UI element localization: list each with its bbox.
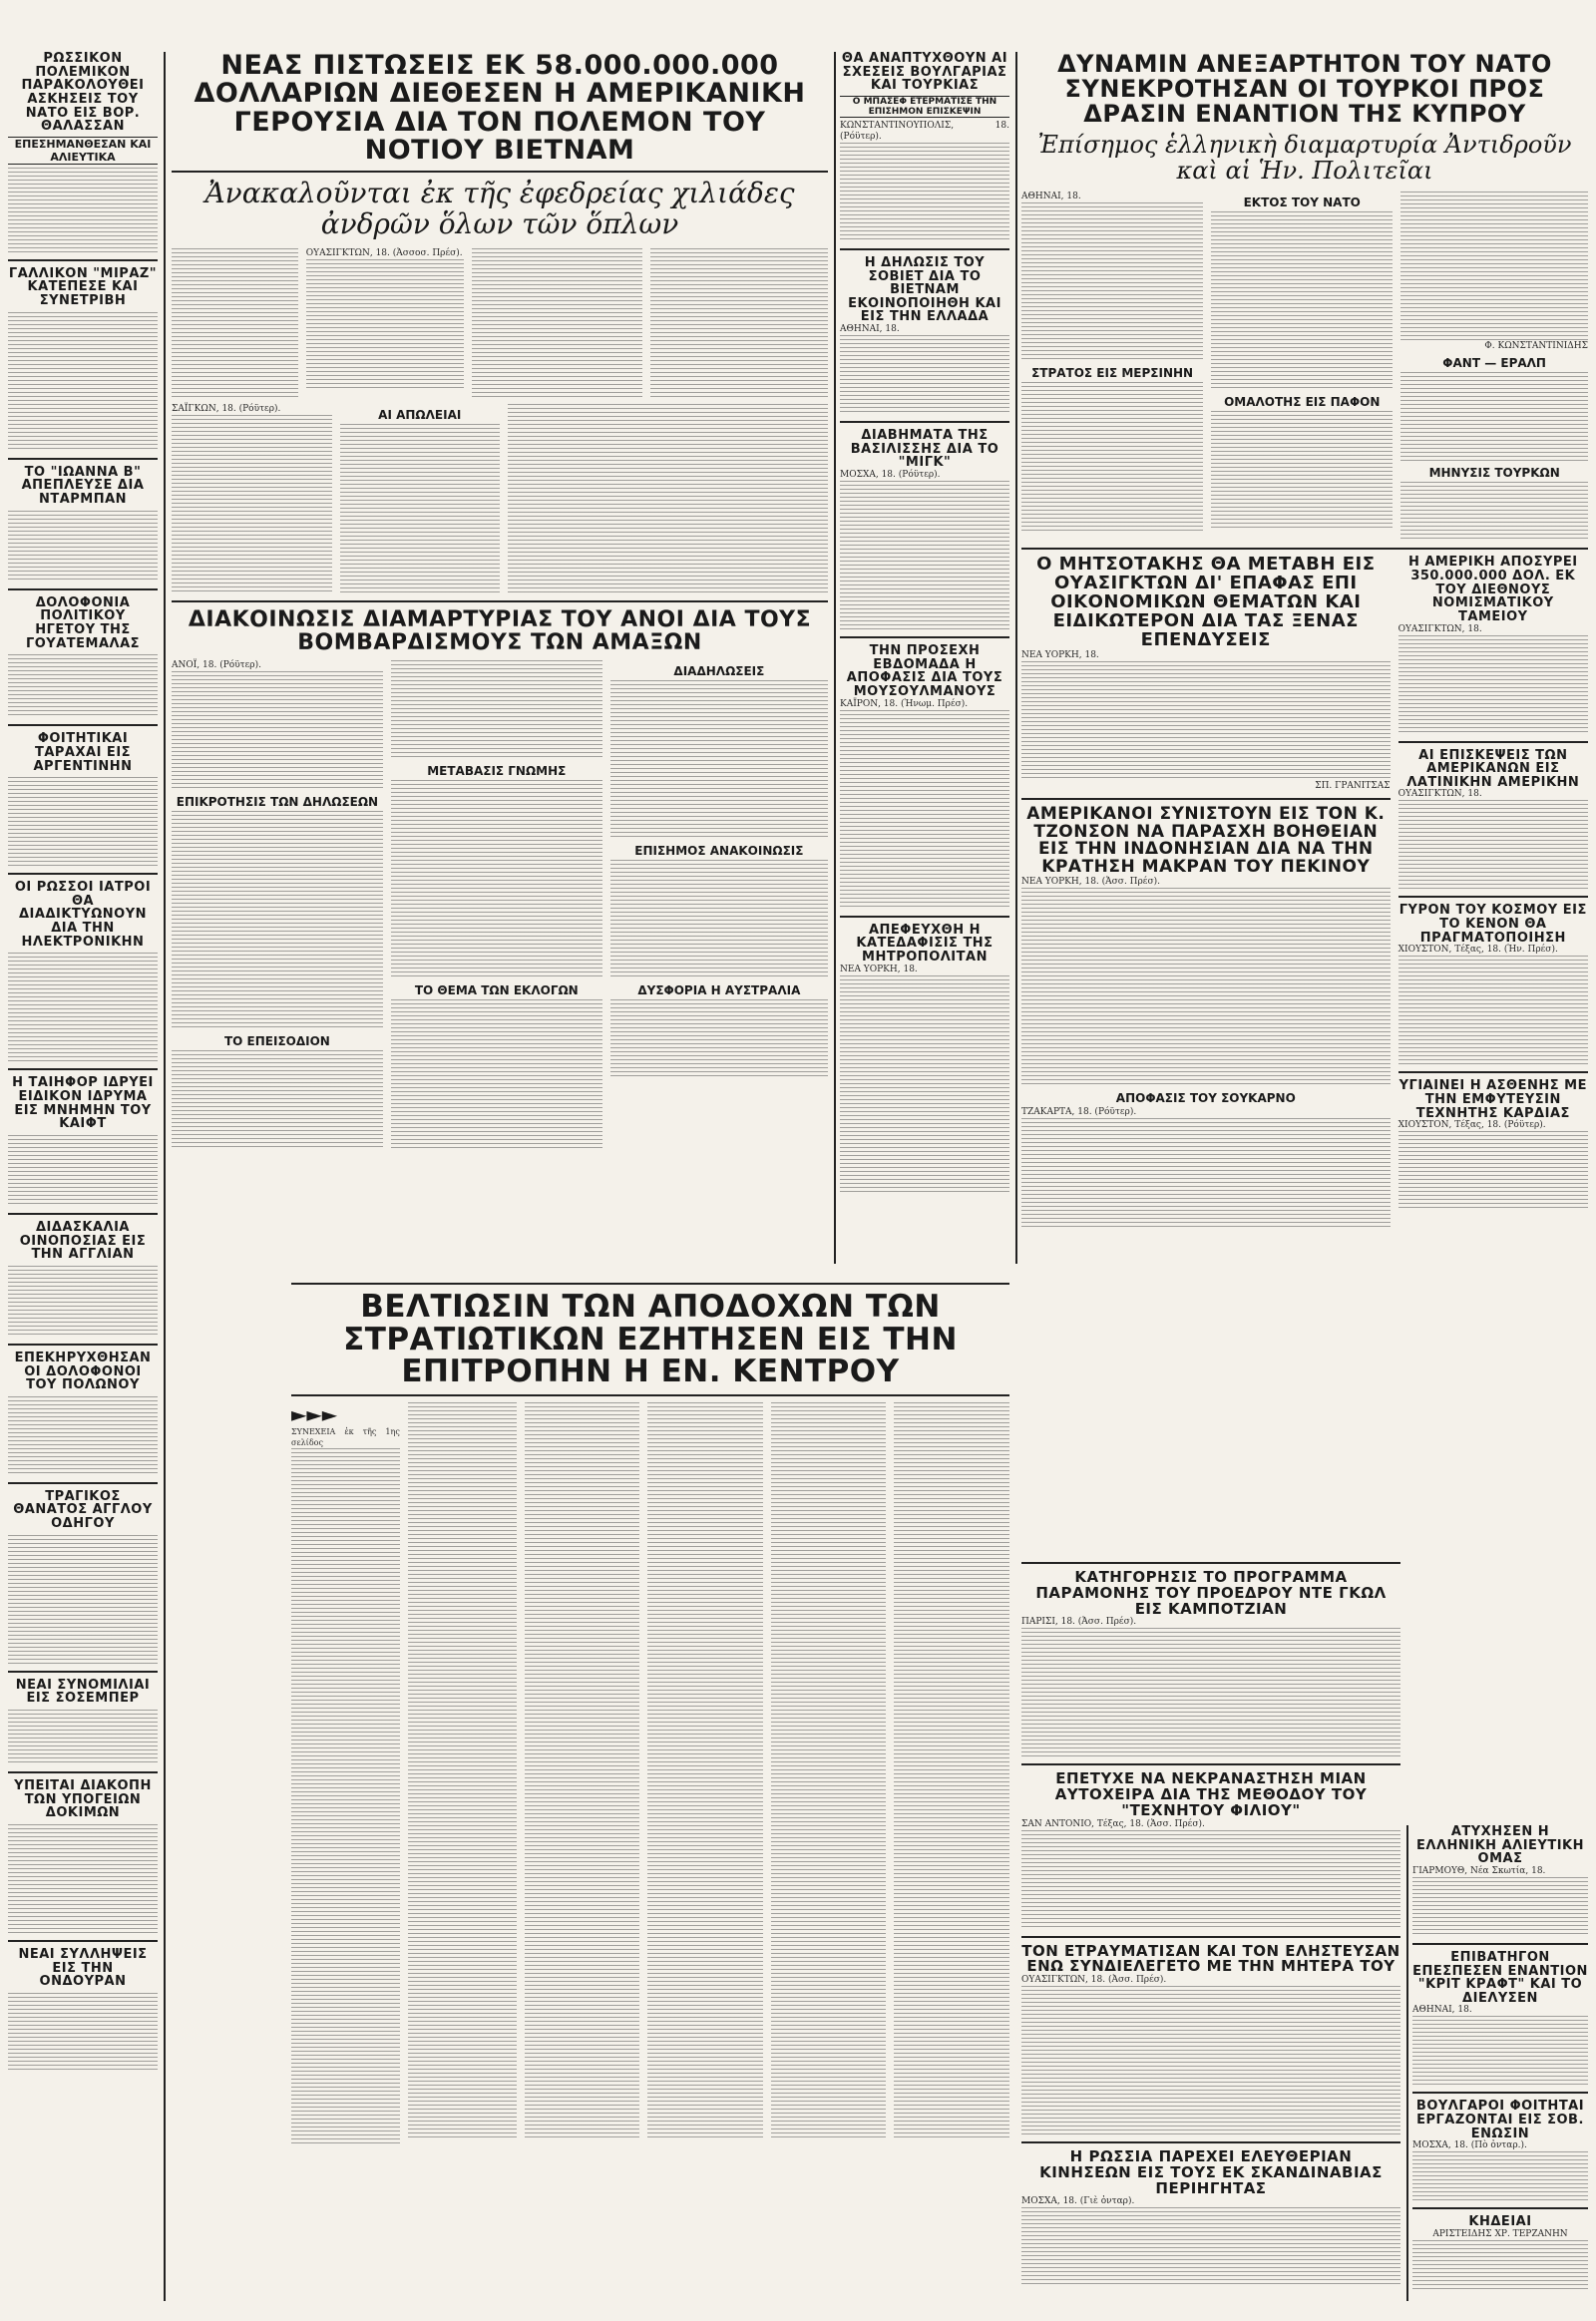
column-rule <box>834 52 836 1264</box>
divider <box>8 1771 158 1773</box>
article-body <box>610 860 828 979</box>
section-losses: ΑΙ ΑΠΩΛΕΙΑΙ <box>378 407 462 422</box>
week-headline: ΤΗΝ ΠΡΟΣΕΧΗ ΕΒΔΟΜΑΔΑ Η ΑΠΟΦΑΣΙΣ ΔΙΑ ΤΟΥΣ ΜΟΥΣΟΥΛΜΑΝΟΥΣ <box>846 643 1003 699</box>
article-body <box>840 975 1009 1195</box>
article-body <box>8 1824 158 1934</box>
nato-headline: ΔΥΝΑΜΙΝ ΑΝΕΞΑΡΤΗΤΟΝ ΤΟΥ ΝΑΤΟ ΣΥΝΕΚΡΟΤΗΣΑΝ ΟΙ ΤΟΥΡΚΟΙ ΠΡΟΣ ΔΡΑΣΙΝ ΕΝΑΝΤΙΟΝ ΤΗΣ ΚΥΠΡΟΥ <box>1057 50 1552 129</box>
artificial-dateline: ΣΑΝ ΑΝΤΟΝΙΟ, Τέξας, 18. (Ἀσσ. Πρέσ). <box>1021 1818 1205 1829</box>
headline-taylor: Η ΤΑΙΗΦΟΡ ΙΔΡΥΕΙ ΕΙΔΙΚΟΝ ΙΔΡΥΜΑ ΕΙΣ ΜΝΗΜΗΝ ΤΟΥ ΚΑΙΦΤ <box>12 1075 154 1132</box>
headline-mirage: ΓΑΛΛΙΚΟΝ "ΜΙΡΑΖ" ΚΑΤΕΠΕΣΕ ΚΑΙ ΣΥΝΕΤΡΙΒΗ <box>8 265 158 309</box>
article-body <box>508 404 828 593</box>
divider <box>8 1671 158 1673</box>
divider <box>8 458 158 460</box>
nato-story <box>1021 52 1588 1228</box>
kicker-russian-warship: ΕΠΕΣΗΜΑΝΘΕΣΑΝ ΚΑΙ ΑΛΙΕΥΤΙΚΑ <box>8 137 158 165</box>
divider <box>1412 2207 1588 2209</box>
article-body <box>1021 202 1203 362</box>
article-body <box>1021 661 1391 781</box>
article-body <box>771 1402 887 2140</box>
metropolitan-dateline: ΝΕΑ ΥΟΡΚΗ, 18. <box>840 964 918 974</box>
indonesia-dateline-2: ΤΖΑΚΑΡΤΑ, 18. (Ρόϋτερ). <box>1021 1107 1137 1118</box>
article-body <box>8 511 158 582</box>
article-body <box>894 1402 1009 2140</box>
divider <box>1021 548 1588 550</box>
column-rule <box>1015 52 1017 1264</box>
lead-dateline-2: ΣΑΪΓΚΩΝ, 18. (Ρόϋτερ). <box>172 403 281 414</box>
article-body <box>1412 2016 1588 2086</box>
article-body <box>472 248 642 398</box>
divider <box>840 248 1009 250</box>
article-body <box>525 1402 640 2140</box>
article-body <box>408 1402 517 2140</box>
indonesia-dateline: ΝΕΑ ΥΟΡΚΗ, 18. (Ἀσσ. Πρέσ). <box>1021 877 1160 888</box>
bulgaria-dateline: ΚΩΝΣΤΑΝΤΙΝΟΥΠΟΛΙΣ, 18. (Ρόϋτερ). <box>840 120 1009 142</box>
article-body <box>8 1396 158 1476</box>
heart-dateline: ΧΙΟΥΣΤΟΝ, Τέξας, 18. (Ρόϋτερ). <box>1397 1120 1546 1131</box>
divider <box>1021 1936 1400 1938</box>
article-body <box>1400 372 1588 462</box>
divider <box>1398 896 1588 898</box>
divider <box>840 636 1009 638</box>
divider <box>8 873 158 875</box>
article-body <box>1021 1628 1400 1757</box>
arrows-icon: ►►► <box>291 1401 338 1426</box>
article-body <box>8 1135 158 1207</box>
wounded-dateline: ΟΥΑΣΙΓΚΤΩΝ, 18. (Ἀσσ. Πρέσ). <box>1021 1975 1167 1985</box>
soviet-dateline: ΑΘΗΝΑΙ, 18. <box>840 324 900 335</box>
degaulle-dateline: ΠΑΡΙΣΙ, 18. (Ἀσσ. Πρέσ). <box>1021 1617 1137 1628</box>
funerals-name: ΑΡΙΣΤΕΙΔΗΣ ΧΡ. ΤΕΡΖΑΝΗΝ <box>1432 2229 1568 2240</box>
krupp-headline: ΕΠΙΒΑΤΗΓΟΝ ΕΠΕΣΠΕΣΕΝ ΕΝΑΝΤΙΟΝ "ΚΡΙΤ ΚΡΑΦΤ" ΚΑΙ ΤΟ ΔΙΕΛΥΣΕΝ <box>1412 1949 1588 2006</box>
divider <box>1021 798 1391 800</box>
nato-section-5: ΜΗΝΥΣΙΣ ΤΟΥΡΚΩΝ <box>1428 466 1560 481</box>
article-body <box>8 953 158 1062</box>
article-body <box>647 1402 763 2140</box>
headline-russian-warship: ΡΩΣΣΙΚΟΝ ΠΟΛΕΜΙΚΟΝ ΠΑΡΑΚΟΛΟΥΘΕΙ ΑΣΚΗΣΕΙΣ ΤΟΥ ΝΑΤΟ ΕΙΣ ΒΟΡ. ΘΑΛΑΣΣΑΝ <box>21 51 145 135</box>
nato-section-4: ΦΑΝΤ — ΕΡΑΛΠ <box>1442 356 1546 371</box>
artificial-headline: ΕΠΕΤΥΧΕ ΝΑ ΝΕΚΡΑΝΑΣΤΗΣΗ ΜΙΑΝ ΑΥΤΟΧΕΙΡΑ ΔΙΑ ΤΗΣ ΜΕΘΟΔΟΥ ΤΟΥ "ΤΕΧΝΗΤΟΥ ΦΙΛΙΟΥ" <box>1054 1769 1368 1819</box>
hanoi-dateline: ΑΝΟΪ, 18. (Ρόϋτερ). <box>172 660 261 671</box>
article-body <box>1412 2240 1588 2290</box>
article-body <box>1412 1877 1588 1937</box>
bulgaria-kicker: Ο ΜΠΑΣΕΦ ΕΤΕΡΜΑΤΙΣΕ ΤΗΝ ΕΠΙΣΗΜΟΝ ΕΠΙΣΚΕΨΙΝ <box>840 96 1009 118</box>
article-body <box>840 143 1009 242</box>
article-body <box>650 248 828 398</box>
briefs-column <box>8 52 158 2073</box>
article-body <box>291 1448 400 2146</box>
hanoi-section-1: ΕΠΙΚΡΟΤΗΣΙΣ ΤΩΝ ΔΗΛΩΣΕΩΝ <box>176 795 379 810</box>
article-body <box>610 680 828 840</box>
article-body <box>172 248 298 398</box>
indonesia-section: ΑΠΟΦΑΣΙΣ ΤΟΥ ΣΟΥΚΑΡΝΟ <box>1115 1091 1296 1106</box>
article-body <box>1021 1986 1400 2135</box>
hanoi-section-6: ΔΥΣΦΟΡΙΑ Η ΑΥΣΤΡΑΛΙΑ <box>637 983 801 998</box>
article-body <box>1021 1830 1400 1930</box>
metropolitan-headline: ΑΠΕΦΕΥΧΘΗ Η ΚΑΤΕΔΑΦΙΣΙΣ ΤΗΣ ΜΗΤΡΟΠΟΛΙΤΑΝ <box>856 922 994 965</box>
heart-headline: ΥΓΙΑΙΝΕΙ Η ΑΣΘΕΝΗΣ ΜΕ ΤΗΝ ΕΜΦΥΤΕΥΣΙΝ ΤΕΧΝΗΤΗΣ ΚΑΡΔΙΑΣ <box>1398 1078 1587 1121</box>
divider <box>8 1344 158 1346</box>
fishing-dateline: ΓΙΑΡΜΟΥΘ, Νέα Σκωτία, 18. <box>1412 1865 1546 1876</box>
article-body <box>1412 2151 1588 2201</box>
article-body <box>1211 411 1393 531</box>
article-body <box>172 1050 383 1150</box>
article-body <box>1398 800 1588 890</box>
hanoi-section-4: ΤΟ ΘΕΜΑ ΤΩΝ ΕΚΛΟΓΩΝ <box>414 983 579 998</box>
fishing-headline: ΑΤΥΧΗΣΕΝ Η ΕΛΛΗΝΙΚΗ ΑΛΙΕΥΤΙΚΗ ΟΜΑΣ <box>1416 1824 1584 1867</box>
wounded-headline: ΤΟΝ ΕΤΡΑΥΜΑΤΙΣΑΝ ΚΑΙ ΤΟΝ ΕΛΗΣΤΕΥΣΑΝ ΕΝΩ ΣΥΝΔΙΕΛΕΓΕΤΟ ΜΕ ΤΗΝ ΜΗΤΕΡΑ ΤΟΥ <box>1021 1941 1400 1976</box>
krupp-dateline: ΑΘΗΝΑΙ, 18. <box>1412 2005 1472 2016</box>
column-rule <box>1406 1825 1408 2301</box>
indonesia-headline: ΑΜΕΡΙΚΑΝΟΙ ΣΥΝΙΣΤΟΥΝ ΕΙΣ ΤΟΝ Κ. ΤΖΟΝΣΟΝ ΝΑ ΠΑΡΑΣΧΗ ΒΟΗΘΕΙΑΝ ΕΙΣ ΤΗΝ ΙΝΔΟΝΗΣΙΑΝ ΔΙΑ ΝΑ ΤΗΝ ΚΡΑΤΗΣΗ ΜΑΚΡΑΝ ΤΟΥ ΠΕΚΙΝΟΥ <box>1026 803 1386 878</box>
middle-column <box>840 52 1009 1195</box>
headline-driver: ΤΡΑΓΙΚΟΣ ΘΑΝΑΤΟΣ ΑΓΓΛΟΥ ΟΔΗΓΟΥ <box>13 1488 153 1532</box>
headline-ioanna: ΤΟ "ΙΩΑΝΝΑ Β" ΑΠΕΠΛΕΥΣΕ ΔΙΑ ΝΤΑΡΜΠΑΝ <box>21 464 145 508</box>
divider <box>172 171 828 173</box>
students-dateline: ΜΟΣΧΑ, 18. (Πὸ ὀνταρ.). <box>1412 2140 1527 2151</box>
nato-subhead: Ἐπίσημος ἑλληνικὴ διαμαρτυρία Ἀντιδροῦν καὶ αἱ Ἡν. Πολιτεῖαι <box>1037 130 1572 185</box>
divider <box>1412 1943 1588 1945</box>
nato-byline: Φ. ΚΩΝΣΤΑΝΤΙΝΙΔΗΣ <box>1484 341 1588 352</box>
nato-section-3: ΟΜΑΛΟΤΗΣ ΕΙΣ ΠΑΦΟΝ <box>1224 395 1381 410</box>
right-briefs <box>1412 1825 1588 2290</box>
article-body <box>172 671 383 791</box>
mitsotakis-byline: ΣΠ. ΓΡΑΝΙΤΣΑΣ <box>1315 780 1391 791</box>
headline-sosemper: ΝΕΑΙ ΣΥΝΟΜΙΛΙΑΙ ΕΙΣ ΣΟΣΕΜΠΕΡ <box>15 1677 151 1707</box>
article-body <box>610 999 828 1079</box>
article-body <box>1021 382 1203 532</box>
article-body <box>840 335 1009 415</box>
divider <box>1021 1763 1400 1765</box>
lead-story <box>172 52 828 1150</box>
article-body <box>172 811 383 1030</box>
latin-dateline: ΟΥΑΣΙΓΚΤΩΝ, 18. <box>1397 789 1482 800</box>
travel-dateline: ΧΙΟΥΣΤΟΝ, Τέξας, 18. (Ἡν. Πρέσ). <box>1397 945 1558 956</box>
mitsotakis-dateline: ΝΕΑ ΥΟΡΚΗ, 18. <box>1021 649 1099 660</box>
nato-section-1: ΕΚΤΟΣ ΤΟΥ ΝΑΤΟ <box>1243 195 1361 210</box>
divider <box>840 421 1009 423</box>
lead-dateline: ΟΥΑΣΙΓΚΤΩΝ, 18. (Ἀσσοσ. Πρέσ). <box>305 247 463 258</box>
travel-headline: ΓΥΡΟΝ ΤΟΥ ΚΟΣΜΟΥ ΕΙΣ ΤΟ ΚΕΝΟΝ ΘΑ ΠΡΑΓΜΑΤΟΠΟΙΗΣΗ <box>1398 903 1587 946</box>
headline-argentina: ΦΟΙΤΗΤΙΚΑΙ ΤΑΡΑΧΑΙ ΕΙΣ ΑΡΓΕΝΤΙΝΗΝ <box>33 731 133 774</box>
hanoi-section-5: ΤΟ ΕΠΕΙΣΟΔΙΟΝ <box>223 1034 330 1049</box>
divider <box>8 724 158 726</box>
divider <box>1398 741 1588 743</box>
latin-headline: ΑΙ ΕΠΙΣΚΕΨΕΙΣ ΤΩΝ ΑΜΕΡΙΚΑΝΩΝ ΕΙΣ ΛΑΤΙΝΙΚΗΝ ΑΜΕΡΙΚΗΝ <box>1406 747 1580 790</box>
article-body <box>8 312 158 452</box>
divider <box>291 1394 1009 1396</box>
article-body <box>1398 1131 1588 1211</box>
article-body <box>306 259 465 389</box>
article-body <box>1211 211 1393 391</box>
article-body <box>840 481 1009 630</box>
article-body <box>8 654 158 718</box>
article-body <box>1400 482 1588 542</box>
article-body <box>1021 888 1391 1087</box>
divider <box>1021 2141 1400 2143</box>
headline-wine: ΔΙΔΑΣΚΑΛΙΑ ΟΙΝΟΠΟΣΙΑΣ ΕΙΣ ΤΗΝ ΑΓΓΛΙΑΝ <box>19 1219 147 1263</box>
column-rule <box>164 52 166 2301</box>
article-body <box>340 424 501 593</box>
divider <box>8 1940 158 1942</box>
divider <box>1412 2092 1588 2094</box>
article-body <box>1400 192 1588 341</box>
funerals-headline: ΚΗΔΕΙΑΙ <box>1468 2214 1532 2230</box>
divider <box>8 1482 158 1484</box>
mitsotakis-headline: Ο ΜΗΤΣΟΤΑΚΗΣ ΘΑ ΜΕΤΑΒΗ ΕΙΣ ΟΥΑΣΙΓΚΤΩΝ ΔΙ' ΕΠΑΦΑΣ ΕΠΙ ΟΙΚΟΝΟΜΙΚΩΝ ΘΕΜΑΤΩΝ ΚΑΙ ΕΙΔΙΚΩΤΕΡΟΝ ΔΙΑ ΤΑΣ ΞΕΝΑΣ ΕΠΕΝΔΥΣΕΙΣ <box>1036 554 1376 650</box>
military-continued: ΣΥΝΕΧΕΙΑ ἐκ τῆς 1ης σελίδος <box>291 1426 400 1447</box>
bulgaria-headline: ΘΑ ΑΝΑΠΤΥΧΘΟΥΝ ΑΙ ΣΧΕΣΕΙΣ ΒΟΥΛΓΑΡΙΑΣ ΚΑΙ ΤΟΥΡΚΙΑΣ <box>841 51 1008 94</box>
week-dateline: ΚΑΪΡΟΝ, 18. (Ἡνωμ. Πρέσ). <box>840 698 969 709</box>
lead-subhead: Ἀνακαλοῦνται ἐκ τῆς ἐφεδρείας χιλιάδες ἀνδρῶν ὅλων τῶν ὅπλων <box>204 177 795 241</box>
article-body <box>8 1993 158 2073</box>
headline-russian-doctors: ΟΙ ΡΩΣΣΟΙ ΙΑΤΡΟΙ ΘΑ ΔΙΑΔΙΚΤΥΩΝΟΥΝ ΔΙΑ ΤΗΝ ΗΛΕΚΤΡΟΝΙΚΗΝ <box>14 880 152 950</box>
nato-section-2: ΣΤΡΑΤΟΣ ΕΙΣ ΜΕΡΣΙΝΗΝ <box>1031 366 1194 381</box>
degaulle-headline: ΚΑΤΗΓΟΡΗΣΙΣ ΤΟ ΠΡΟΓΡΑΜΜΑ ΠΑΡΑΜΟΝΗΣ ΤΟΥ ΠΡΟΕΔΡΟΥ ΝΤΕ ΓΚΩΛ ΕΙΣ ΚΑΜΠΟΤΖΙΑΝ <box>1035 1568 1387 1618</box>
divider <box>8 259 158 261</box>
military-headline: ΒΕΛΤΙΩΣΙΝ ΤΩΝ ΑΠΟΔΟΧΩΝ ΤΩΝ ΣΤΡΑΤΙΩΤΙΚΩΝ ΕΖΗΤΗΣΕΝ ΕΙΣ ΤΗΝ ΕΠΙΤΡΟΠΗΝ Η ΕΝ. ΚΕΝΤΡΟΥ <box>343 1289 958 1390</box>
hanoi-section-2: ΜΕΤΑΒΑΣΙΣ ΓΝΩΜΗΣ <box>427 764 567 779</box>
imf-dateline: ΟΥΑΣΙΓΚΤΩΝ, 18. <box>1397 623 1482 634</box>
article-body <box>1021 1118 1391 1228</box>
nato-dateline: ΑΘΗΝΑΙ, 18. <box>1021 192 1081 202</box>
soviet-headline: Η ΔΗΛΩΣΙΣ ΤΟΥ ΣΟΒΙΕΤ ΔΙΑ ΤΟ ΒΙΕΤΝΑΜ ΕΚΟΙΝΟΠΟΙΗΘΗ ΚΑΙ ΕΙΣ ΤΗΝ ΕΛΛΑΔΑ <box>848 254 1001 325</box>
hanoi-headline: ΔΙΑΚΟΙΝΩΣΙΣ ΔΙΑΜΑΡΤΥΡΙΑΣ ΤΟΥ ΑΝΟΙ ΔΙΑ ΤΟΥΣ ΒΟΜΒΑΡΔΙΣΜΟΥΣ ΤΩΝ ΑΜΑΞΩΝ <box>188 606 812 656</box>
headline-guatemala: ΔΟΛΟΦΟΝΙΑ ΠΟΛΙΤΙΚΟΥ ΗΓΕΤΟΥ ΤΗΣ ΓΟΥΑΤΕΜΑΛΑΣ <box>25 594 141 651</box>
divider <box>1021 1562 1400 1564</box>
article-body <box>391 999 602 1149</box>
article-body <box>1398 635 1588 735</box>
divider <box>8 588 158 590</box>
divider <box>1398 1071 1588 1073</box>
divider <box>8 1068 158 1070</box>
divider <box>172 600 828 602</box>
divider <box>840 916 1009 918</box>
russia-headline: Η ΡΩΣΣΙΑ ΠΑΡΕΧΕΙ ΕΛΕΥΘΕΡΙΑΝ ΚΙΝΗΣΕΩΝ ΕΙΣ ΤΟΥΣ ΕΚ ΣΚΑΝΔΙΝΑΒΙΑΣ ΠΕΡΙΗΓΗΤΑΣ <box>1039 2147 1383 2197</box>
military-story <box>291 1277 1009 2146</box>
article-body <box>391 660 602 760</box>
article-body <box>8 777 158 867</box>
hanoi-section-3: ΕΠΙΣΗΜΟΣ ΑΝΑΚΟΙΝΩΣΙΣ <box>634 844 804 859</box>
headline-tests: ΥΠΕΙΤΑΙ ΔΙΑΚΟΠΗ ΤΩΝ ΥΠΟΓΕΙΩΝ ΔΟΚΙΜΩΝ <box>14 1777 152 1821</box>
article-body <box>8 1535 158 1665</box>
lower-right-stories <box>1021 1556 1400 2287</box>
divider <box>291 1283 1009 1285</box>
article-body <box>391 780 602 979</box>
article-body <box>8 168 158 253</box>
mig-dateline: ΜΟΣΧΑ, 18. (Ρόϋτερ). <box>840 470 941 481</box>
russia-dateline: ΜΟΣΧΑ, 18. (Γιὲ ὀνταρ). <box>1021 2196 1135 2207</box>
article-body <box>172 415 332 594</box>
headline-polish: ΕΠΕΚΗΡΥΧΘΗΣΑΝ ΟΙ ΔΟΛΟΦΟΝΟΙ ΤΟΥ ΠΟΛΩΝΟΥ <box>14 1350 152 1393</box>
hanoi-section-0: ΔΙΑΔΗΛΩΣΕΙΣ <box>673 664 765 679</box>
article-body <box>1398 956 1588 1065</box>
imf-headline: Η ΑΜΕΡΙΚΗ ΑΠΟΣΥΡΕΙ 350.000.000 ΔΟΛ. ΕΚ ΤΟΥ ΔΙΕΘΝΟΥΣ ΝΟΜΙΣΜΑΤΙΚΟΥ ΤΑΜΕΙΟΥ <box>1407 555 1578 624</box>
article-body <box>1021 2207 1400 2287</box>
divider <box>8 1213 158 1215</box>
headline-honduras: ΝΕΑΙ ΣΥΛΛΗΨΕΙΣ ΕΙΣ ΤΗΝ ΟΝΔΟΥΡΑΝ <box>18 1946 148 1990</box>
article-body <box>8 1266 158 1338</box>
students-headline: ΒΟΥΛΓΑΡΟΙ ΦΟΙΤΗΤΑΙ ΕΡΓΑΖΟΝΤΑΙ ΕΙΣ ΣΟΒ. ΕΝΩΣΙΝ <box>1415 2099 1585 2141</box>
article-body <box>840 710 1009 910</box>
article-body <box>8 1710 158 1765</box>
lead-headline: ΝΕΑΣ ΠΙΣΤΩΣΕΙΣ ΕΚ 58.000.000.000 ΔΟΛΛΑΡΙΩΝ ΔΙΕΘΕΣΕΝ Η ΑΜΕΡΙΚΑΝΙΚΗ ΓΕΡΟΥΣΙΑ ΔΙΑ ΤΟΝ ΠΟΛΕΜΟΝ ΤΟΥ ΝΟΤΙΟΥ ΒΙΕΤΝΑΜ <box>194 50 806 167</box>
mig-headline: ΔΙΑΒΗΜΑΤΑ ΤΗΣ ΒΑΣΙΛΙΣΣΗΣ ΔΙΑ ΤΟ "ΜΙΓΚ" <box>850 428 999 471</box>
